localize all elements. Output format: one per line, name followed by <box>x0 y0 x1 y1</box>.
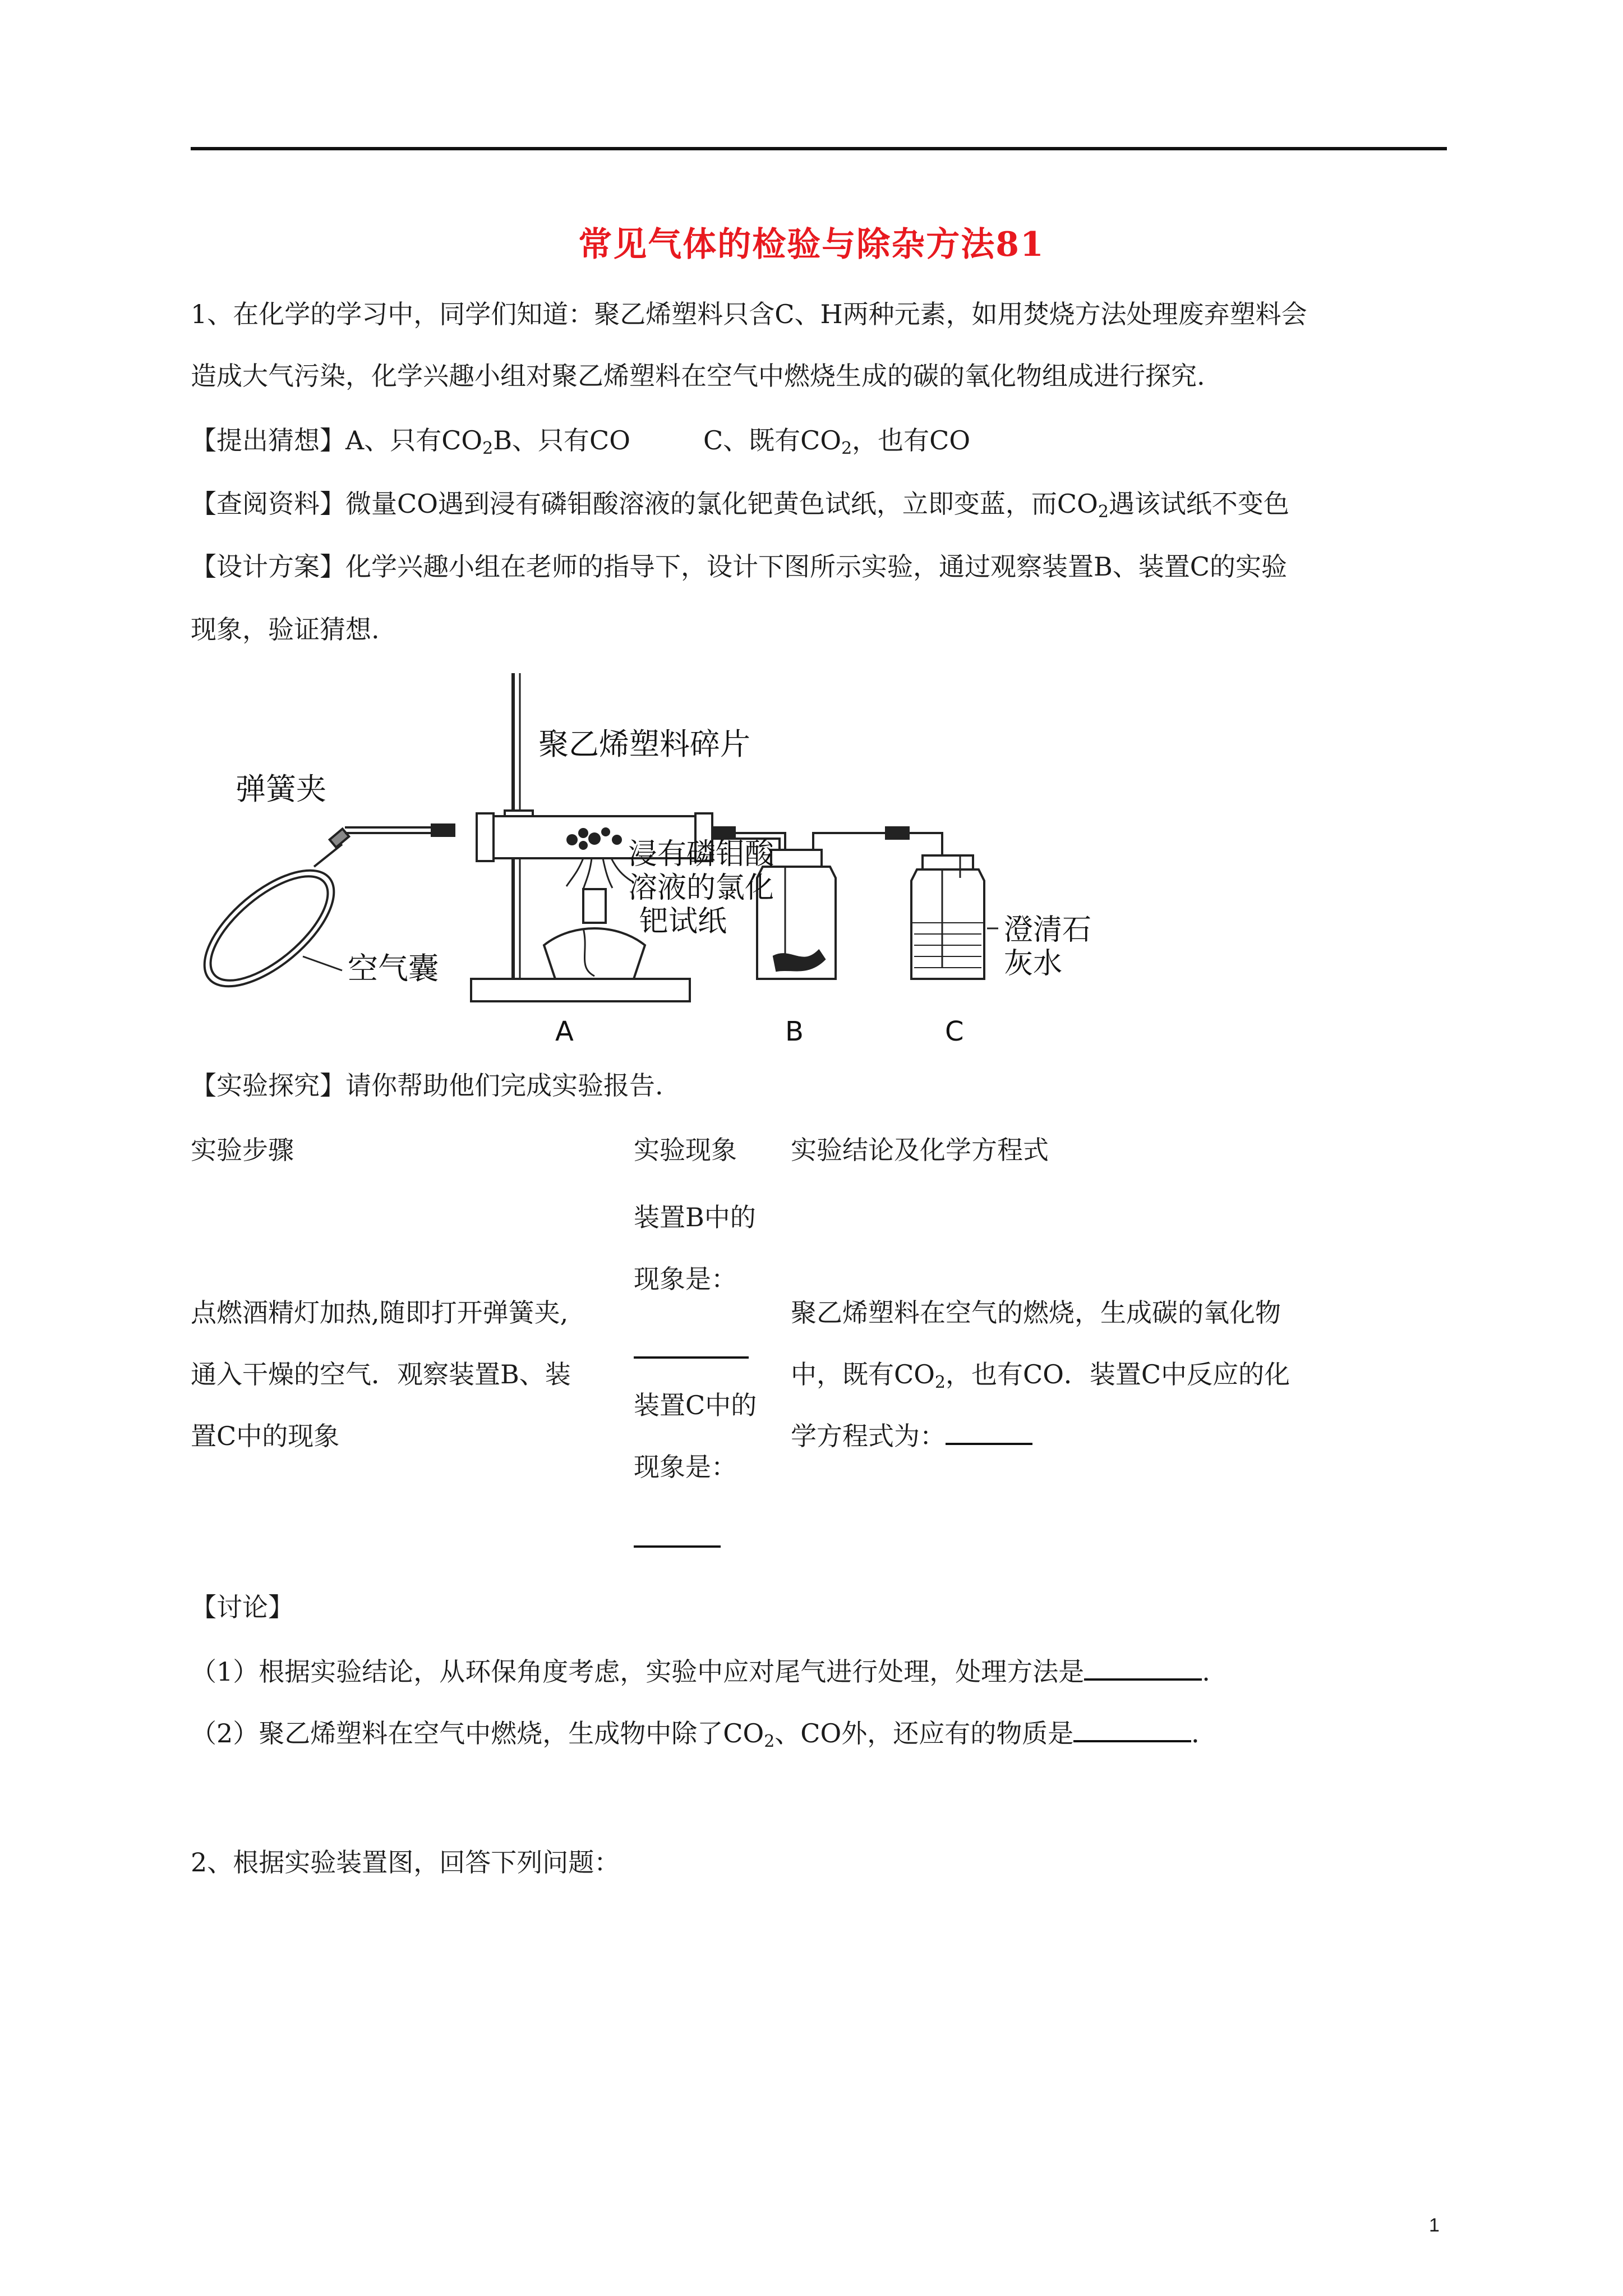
alcohol-lamp <box>583 889 606 923</box>
plan-line2: 现象，验证猜想. <box>191 614 380 645</box>
conclusion-line3: 学方程式为： <box>791 1419 1032 1453</box>
reference-label: 【查阅资料】 <box>191 489 345 519</box>
phenomenon-b-2: 现象是： <box>634 1264 737 1294</box>
label-paper-1: 浸有磷钼酸 <box>628 838 774 871</box>
spring-clip <box>314 844 342 867</box>
phenomenon-b-1: 装置B中的 <box>634 1202 756 1232</box>
hypothesis-label: 【提出猜想】 <box>191 425 345 455</box>
page-number: 1 <box>1429 2215 1440 2236</box>
steps-line2: 通入干燥的空气．观察装置B、装 <box>191 1359 571 1389</box>
label-a: A <box>555 1016 574 1047</box>
steps-line1: 点燃酒精灯加热,随即打开弹簧夹, <box>191 1297 569 1328</box>
table-header-phenomenon: 实验现象 <box>634 1135 737 1165</box>
stand-base <box>471 979 690 1001</box>
label-c: C <box>945 1016 964 1047</box>
label-limewater-1: 澄清石 <box>1004 913 1092 947</box>
phenomenon-c-blank[interactable] <box>634 1545 721 1548</box>
label-limewater-2: 灰水 <box>1004 947 1063 981</box>
hypothesis-b: B、只有CO <box>493 425 630 455</box>
page-title: 常见气体的检验与除杂方法81 <box>578 225 1045 264</box>
table-header-conclusion: 实验结论及化学方程式 <box>791 1135 1049 1165</box>
label-bag: 空气囊 <box>348 951 439 986</box>
discussion-1-blank[interactable] <box>1084 1678 1202 1681</box>
q1-intro-line1: 1、在化学的学习中，同学们知道：聚乙烯塑料只含C、H两种元素，如用焚烧方法处理废弃塑料会 <box>191 299 1307 329</box>
label-paper-3: 钯试纸 <box>639 905 727 938</box>
phenomenon-c-2: 现象是： <box>634 1452 737 1482</box>
plan-line1: 【设计方案】化学兴趣小组在老师的指导下，设计下图所示实验，通过观察装置B、装置C的实验 <box>191 551 1287 582</box>
label-paper-2: 溶液的氯化 <box>628 871 774 905</box>
discussion-2-blank[interactable] <box>1073 1740 1191 1742</box>
label-plastic: 聚乙烯塑料碎片 <box>538 726 750 762</box>
hypothesis-a: A、只有CO <box>345 425 483 455</box>
explore-label: 【实验探究】 <box>191 1070 345 1101</box>
label-clip: 弹簧夹 <box>236 771 326 807</box>
conclusion-line1: 聚乙烯塑料在空气的燃烧，生成碳的氧化物 <box>791 1297 1281 1328</box>
q1-intro-line2: 造成大气污染，化学兴趣小组对聚乙烯塑料在空气中燃烧生成的碳的氧化物组成进行探究. <box>191 361 1205 391</box>
steps-line3: 置C中的现象 <box>191 1421 340 1451</box>
hypothesis-c: C、既有CO <box>703 425 842 455</box>
bottle-c <box>911 869 984 979</box>
conclusion-line2: 中，既有$CO_2$，也有CO．装置C中反应的化 <box>791 1359 1290 1392</box>
phenomenon-c-1: 装置C中的 <box>634 1390 757 1420</box>
q2-text: 2、根据实验装置图，回答下列问题： <box>191 1847 620 1878</box>
label-b: B <box>785 1016 804 1047</box>
plan-label: 【设计方案】 <box>191 551 345 582</box>
header-rule <box>191 147 1447 150</box>
table-header-steps: 实验步骤 <box>191 1135 294 1165</box>
phenomenon-b-blank[interactable] <box>634 1356 749 1359</box>
tube-b-to-c <box>813 833 886 850</box>
discussion-1: （1）根据实验结论，从环保角度考虑，实验中应对尾气进行处理，处理方法是 . <box>191 1657 1210 1687</box>
explore-line: 【实验探究】请你帮助他们完成实验报告. <box>191 1070 663 1101</box>
air-bag <box>185 849 353 1007</box>
reference-line: 【查阅资料】微量CO遇到浸有磷钼酸溶液的氯化钯黄色试纸，立即变蓝，而$CO_2$遇该试纸不变色 <box>191 489 1289 522</box>
apparatus-figure <box>191 665 1092 1057</box>
equation-blank[interactable] <box>946 1443 1032 1445</box>
hypothesis-line: 【提出猜想】A、只有$CO_2B$、只有CO C、既有$CO_2$，也有CO <box>191 425 971 458</box>
discussion-2: （2）聚乙烯塑料在空气中燃烧，生成物中除了$CO_2$、CO外，还应有的物质是 ． <box>191 1718 1218 1751</box>
palladium-paper <box>566 858 631 889</box>
discussion-label: 【讨论】 <box>191 1592 294 1622</box>
